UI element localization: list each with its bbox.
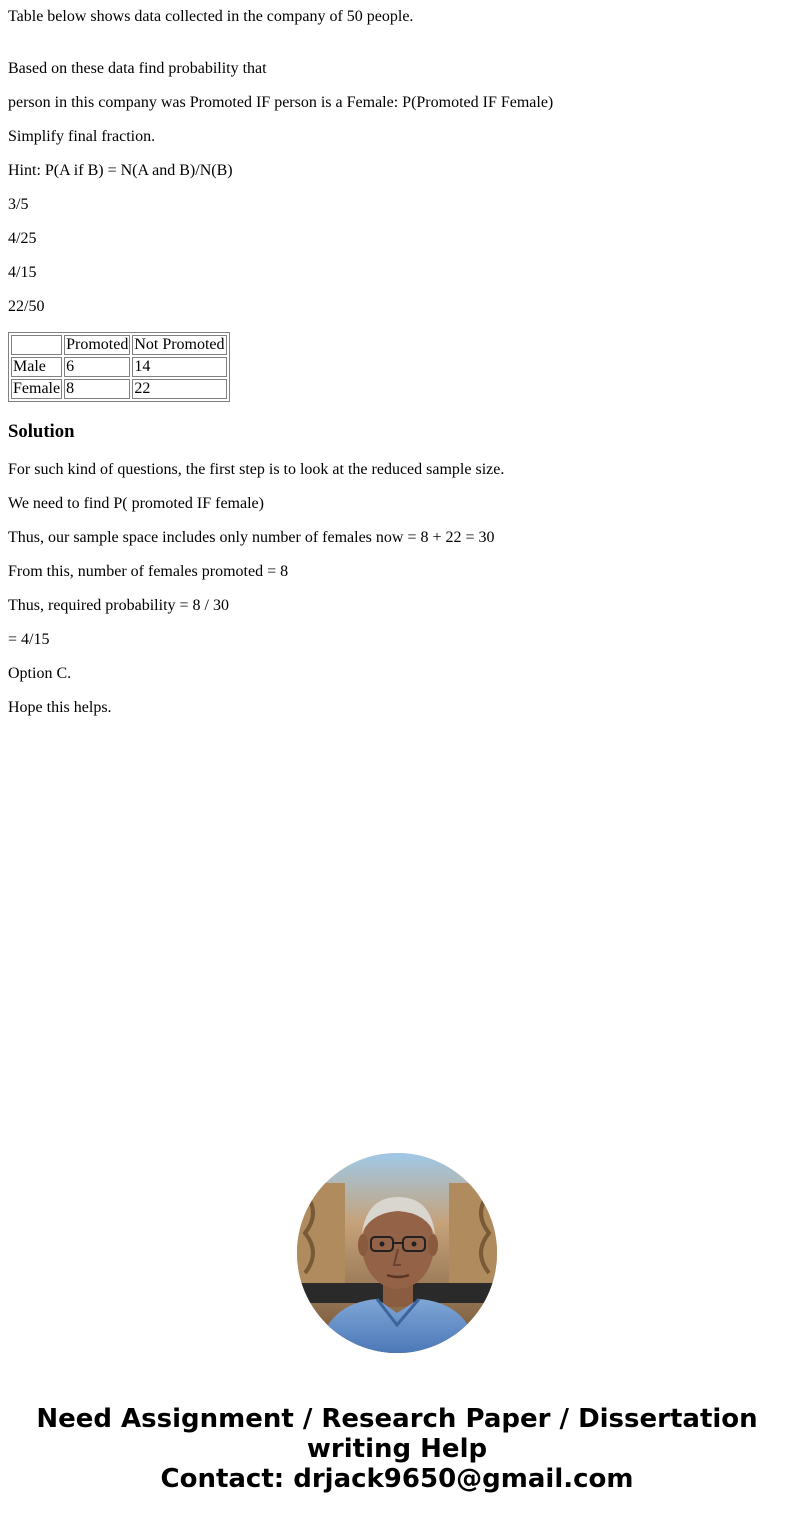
contact-line: Contact: drjack9650@gmail.com [160,1464,634,1494]
author-avatar [297,1153,497,1353]
solution-line: We need to find P( promoted IF female) [8,495,264,512]
promo-line: Need Assignment / Research Paper / Dissertation [36,1404,758,1434]
table-cell: 22 [132,379,226,399]
question-line: Based on these data find probability that [8,60,267,77]
question-line: person in this company was Promoted IF person is a Female: P(Promoted IF Female) [8,94,554,111]
solution-line: For such kind of questions, the first step is to look at the reduced sample size. [8,461,505,478]
author-portrait-icon [297,1153,497,1353]
table-cell: Female [13,380,61,397]
table-row [11,379,227,399]
table-row [11,357,227,377]
data-table [8,332,230,402]
table-cell: 6 [64,357,130,377]
table-header-cell [11,335,62,355]
solution-line: Hope this helps. [8,699,112,716]
answer-option: 3/5 [8,196,29,213]
table-header-row [11,335,227,355]
table-cell: 14 [132,357,226,377]
answer-option: 22/50 [8,298,45,315]
question-line: Simplify final fraction. [8,128,156,145]
solution-line: = 4/15 [8,631,50,648]
answer-option: 4/15 [8,264,37,281]
solution-line: Thus, our sample space includes only number of females now = 8 + 22 = 30 [8,529,495,546]
question-intro: Table below shows data collected in the company of 50 people. [8,8,414,25]
table-header-cell: Promoted [66,336,129,353]
table-header-cell: Not Promoted [134,336,225,353]
hint-line: Hint: P(A if B) = N(A and B)/N(B) [8,162,233,179]
promo-line: writing Help [306,1434,488,1464]
solution-line: From this, number of females promoted = 8 [8,563,289,580]
table-cell: Male [11,357,62,377]
solution-heading: Solution [8,421,75,442]
answer-option: 4/25 [8,230,37,247]
solution-line: Thus, required probability = 8 / 30 [8,597,229,614]
promo-footer [0,1404,794,1494]
table-cell: 8 [64,379,130,399]
solution-line: Option C. [8,665,72,682]
